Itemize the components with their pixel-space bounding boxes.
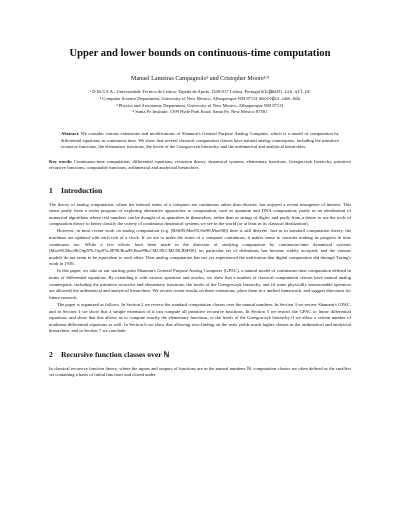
section-2-heading xyxy=(49,350,351,359)
affiliation-1 xyxy=(49,89,351,96)
section-2-paragraph-1: In classical recursive function theory, where the inputs and outputs of functions are in the natural numbers ℕ, computation classes are often defined as the smallest set containing a basis of initial functions and closed under xyxy=(49,365,351,378)
keywords xyxy=(49,159,351,172)
section-2-title: Recursive function classes over ℕ xyxy=(61,349,170,359)
affiliation-2 xyxy=(49,96,351,103)
affiliation-4 xyxy=(49,109,351,115)
abstract xyxy=(61,131,339,151)
abstract-label: Abstract. xyxy=(61,131,80,136)
section-1-title: Introduction xyxy=(61,185,103,195)
paper-title: Upper and lower bounds on continuous-time computation xyxy=(69,48,331,59)
keywords-label: Key words: xyxy=(49,158,73,164)
affiliation-1-text: ¹ D.M./I.S.A., Universidade Técnica de Lisboa, Tapada da Ajuda, 1349-017 Lisboa, Portugal xyxy=(89,89,262,94)
section-1-paragraph-4: The paper is organized as follows. In Section 2 we review the standard computation classes over the natural numbers. In Section 3 we review Shannon's GPAC, and in Section 4 we show that a simple extension of it can compute all primitive recursive functions. In Section 5 we restrict the GPAC to linear differential equations, and show that this allows us to compute exactly the elementary functions, or the levels of the Grzegorczyk hierarchy if we allow a certain number of nonlinear differential equations as well. In Section 6 we show that allowing zero-finding on the reals yields much higher classes in the arithmetical and analytical hierarchies, and in Section 7 we conclude. xyxy=(49,301,351,334)
section-1-paragraph-3: In this paper, we take as our starting point Shannon's General Purpose Analog Computer (GPAC), a natural model of continuous-time computation defined in terms of differential equations. By extending it with various operators and oracles, we show that a number of classical computation classes have natural analog counterparts, including the primitive recursive and elementary functions, the levels of the Grzegorczyk hierarchy, and (if some physically unreasonable operators are allowed) the arithmetical and analytical hierarchies. We review recent results on these extensions, place them in a unified framework, and suggest directions for future research. xyxy=(49,268,351,300)
section-2-number: 2 xyxy=(49,349,53,359)
section-1-number: 1 xyxy=(49,185,53,195)
section-1-paragraph-2: However, in most recent work on analog computation (e.g. [BSS89,Mee93,Sie98,Moo98]) time is still discrete. Just as in standard computation theory, the machines are updated with each tick of a clock. If we are to make the states of a computer continuous, it makes sense to consider making its progress in time continuous too. While a few efforts have been made in the direction of studying computation by continuous-time dynamical systems [Moo90,Moo96,Orp97b,Orp97a,SF98,Bou99,Bou99b,CMC99,CMC00,BSF00], no particular set of definitions has become widely accepted, and the various models do not seem to be equivalent to each other. Thus analog computation has not yet experienced the unification that digital computation did through Turing's work in 1936. xyxy=(49,228,351,267)
keywords-text: Continuous-time computation, differential equations, recursion theory, dynamical systems, elementary functions, Grzegorczyk hierarchy, primitive recursive functions, computable functions, arithmetical and analytical hierarchies. xyxy=(49,158,351,170)
paper-authors: Manuel Lameiras Campagnolo¹ and Cristopher Moore²ʳ⁴ xyxy=(131,76,269,82)
section-1-paragraph-1: The theory of analog computation, where the internal states of a computer are continuous rather than discrete, has enjoyed a recent resurgence of interest. This stems partly from a wider program of exploring alternative approaches to computation, such as quantum and DNA computation; partly as an idealization of numerical algorithms where real numbers can be thought of as quantities in themselves, rather than as strings of digits; and partly from a desire to use the tools of computation theory to better classify the variety of continuous dynamical systems we see in the world (or at least in its classical idealization). xyxy=(49,201,351,227)
affiliation-1-email[interactable]: mlc@math.isa.utl.pt xyxy=(261,90,311,95)
affiliations xyxy=(49,89,351,115)
abstract-text: We consider various extensions and modifications of Shannon's General Purpose Analog Computer, which is a model of computation by differential equations in continuous time. We show that several classical computation classes have natural analog counterparts, including the primitive recursive functions, the elementary functions, the levels of the Grzegorczyk hierarchy, and the arithmetical and analytical hierarchies. xyxy=(61,131,339,149)
affiliation-3-text: ³ Physics and Astronomy Department, University of New Mexico, Albuquerque NM 87131 xyxy=(116,103,284,108)
affiliation-2-text: ² Computer Science Department, University of New Mexico, Albuquerque NM 87131 xyxy=(99,96,259,101)
affiliation-2-email[interactable]: moore@cs.unm.edu xyxy=(258,97,301,102)
section-1-heading xyxy=(49,186,351,195)
affiliation-4-text: ⁴ Santa Fe Institute, 1399 Hyde Park Road, Santa Fe, New Mexico 87501 xyxy=(132,109,268,114)
